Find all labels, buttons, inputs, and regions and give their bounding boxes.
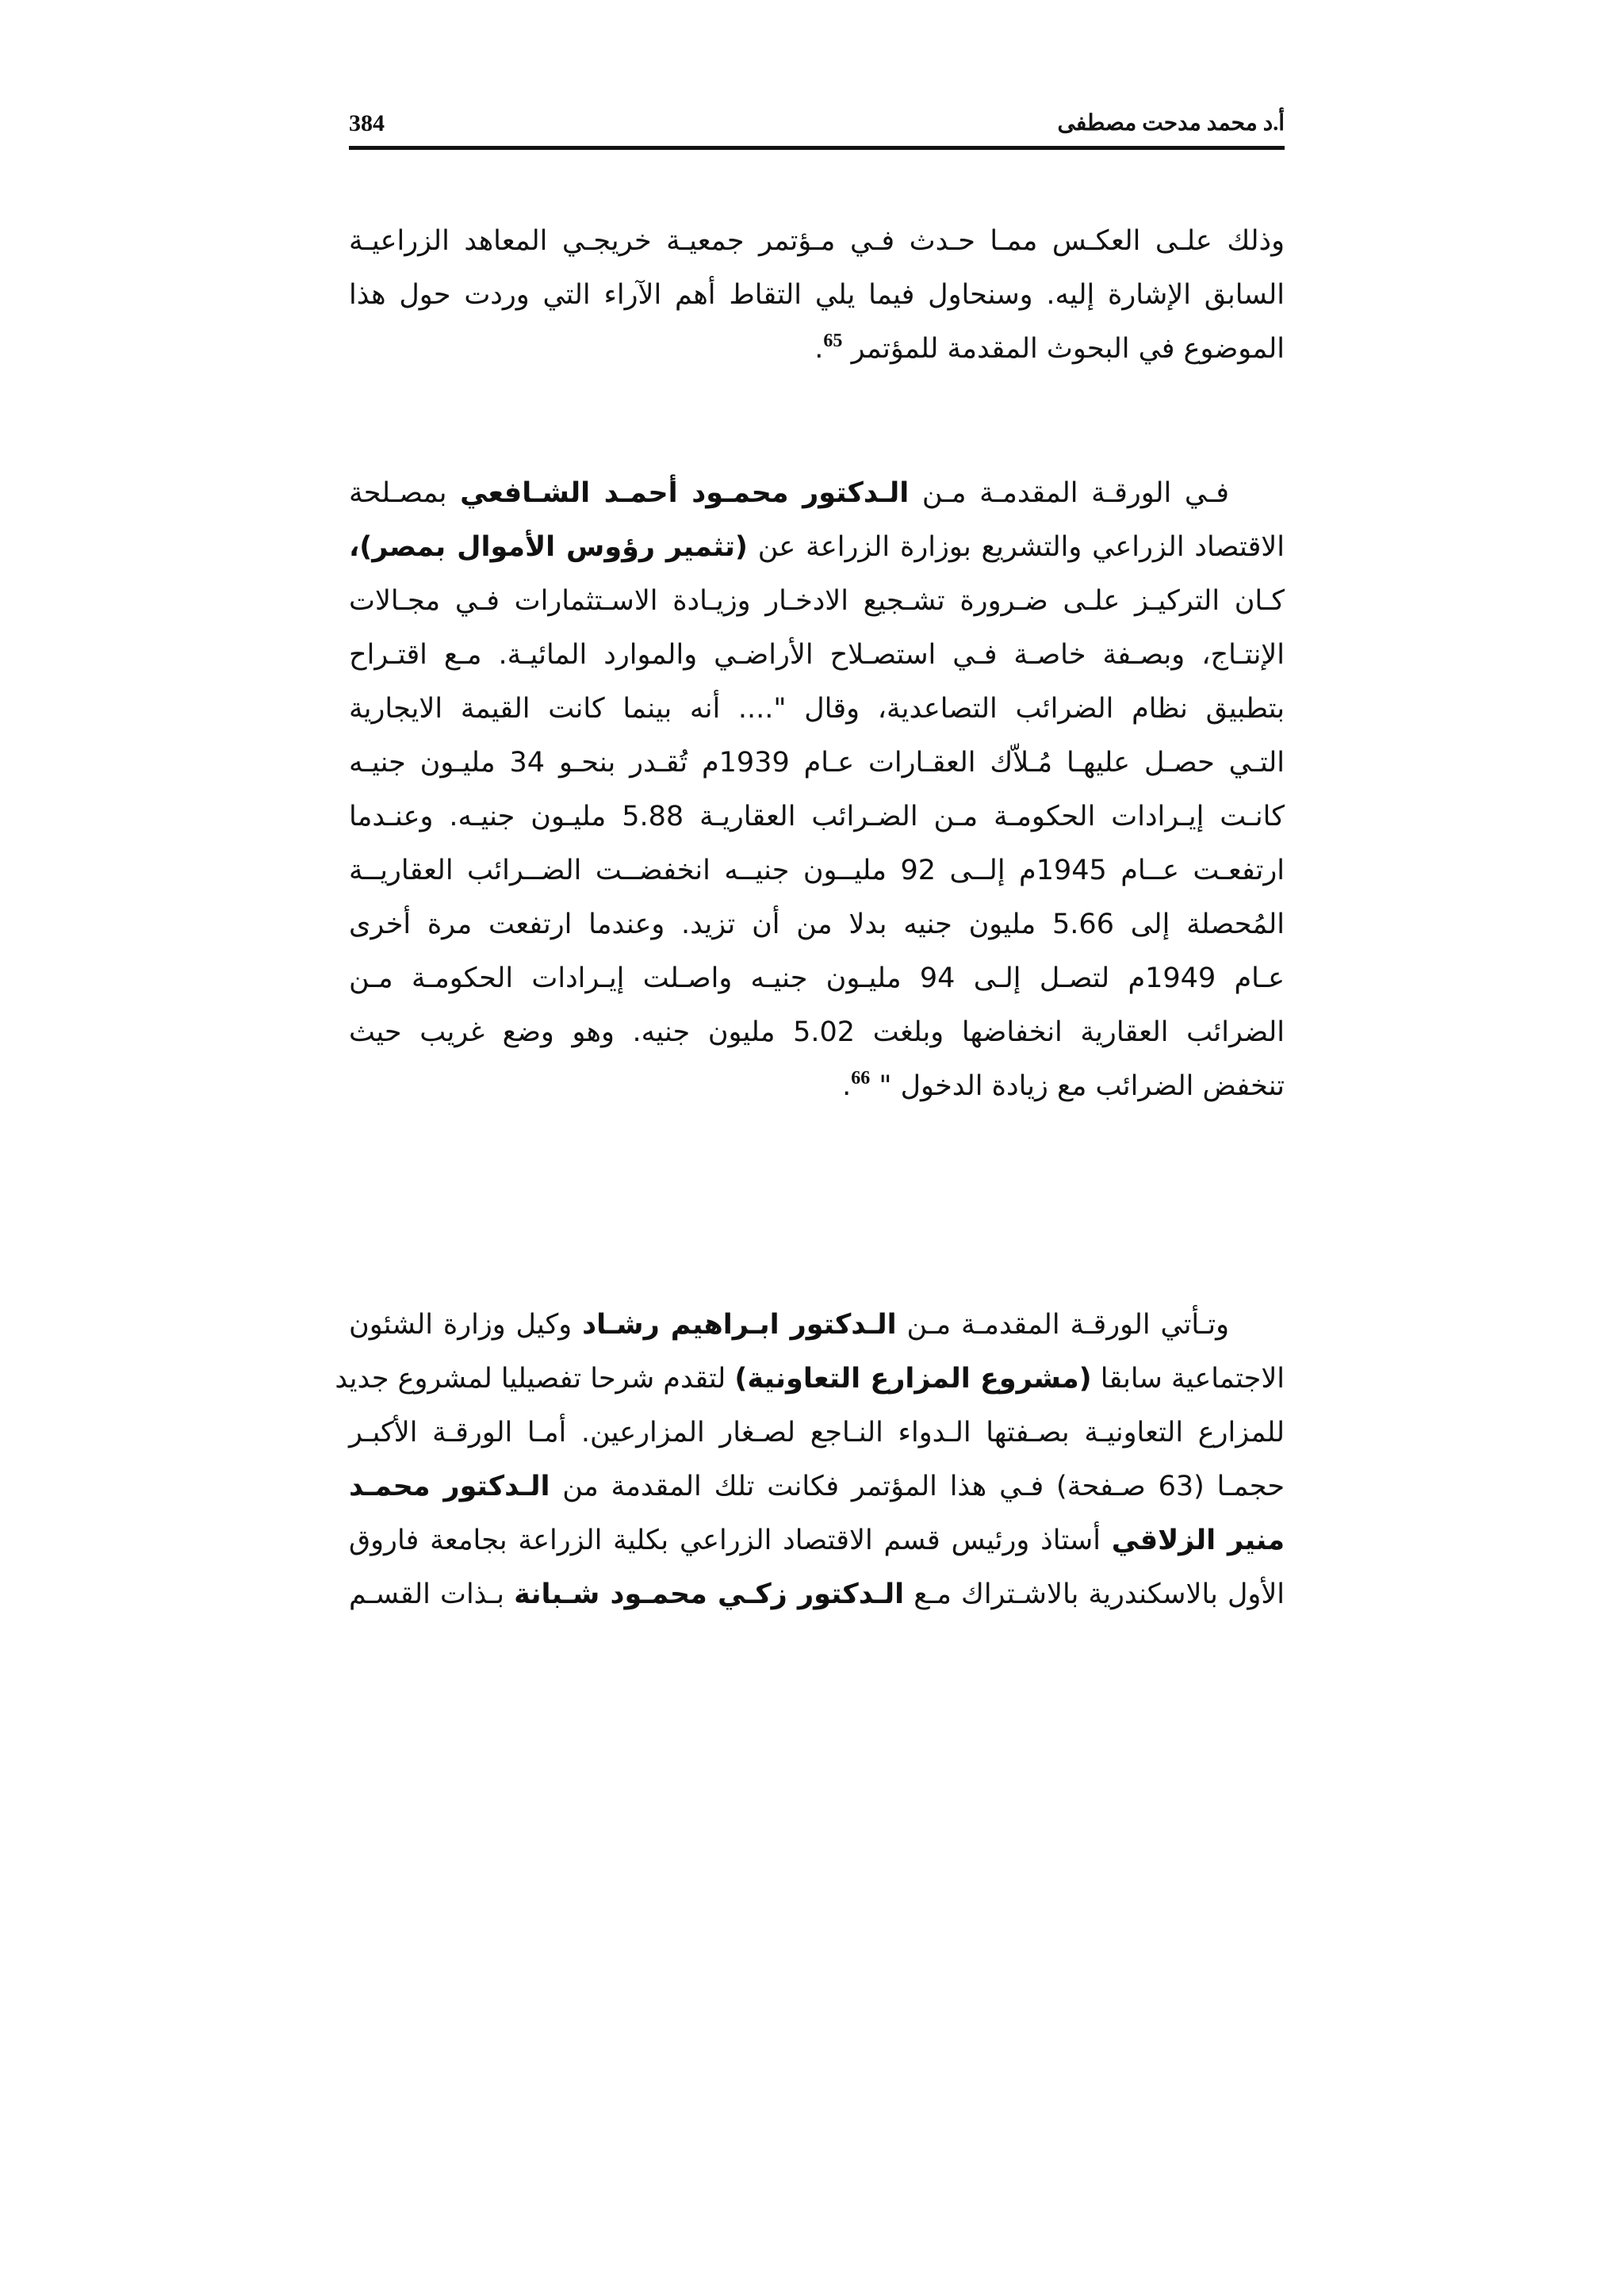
author-name-bold: الـدكتور ابـراهيم رشـاد xyxy=(582,1309,897,1341)
text-fragment: الموضوع في البحوث المقدمة للمؤتمر xyxy=(851,333,1285,365)
text-fragment: بـذات القسـم xyxy=(349,1578,515,1610)
text-line xyxy=(349,1513,1285,1567)
text-line: كانـت إيـرادات الحكومـة مـن الضـرائب العقاريـة 5.88 مليـون جنيـه. وعنـدما xyxy=(349,801,1285,832)
text-line: وذلك علـى العكـس ممـا حـدث فـي مـؤتمر جمعيـة خريجـي المعاهد الزراعيـة xyxy=(349,225,1285,257)
text-line xyxy=(349,520,1285,574)
text-line xyxy=(349,1298,1285,1352)
text-line: المُحصلة إلى 5.66 مليون جنيه بدلا من أن تزيد. وعندما ارتفعت مرة أخرى xyxy=(349,909,1285,940)
text-line: عـام 1949م لتصـل إلـى 94 مليـون جنيـه واصـلت إيـرادات الحكومـة مـن xyxy=(349,962,1285,994)
page-number: 384 xyxy=(349,110,385,136)
paragraph-3 xyxy=(335,1298,1285,1621)
footnote-ref-65: 65 xyxy=(823,331,843,351)
text-line: التـي حصـل عليهـا مُـلاّك العقـارات عـام 1939م تُقـدر بنحـو 34 مليـون جنيـه xyxy=(349,747,1285,779)
text-fragment: الاقتصاد الزراعي والتشريع بوزارة الزراعة عن xyxy=(747,531,1285,563)
text-fragment: وتـأتي الورقـة المقدمـة مـن xyxy=(896,1309,1229,1341)
text-line xyxy=(335,1352,1285,1406)
text-fragment: الأول بالاسكندرية بالاشـتراك مـع xyxy=(904,1578,1285,1610)
text-fragment: لتقدم شرحا تفصيليا لمشروع جديد xyxy=(335,1363,735,1395)
text-fragment: وكيل وزارة الشئون xyxy=(349,1309,583,1341)
text-line: الإنتـاج، وبصـفة خاصـة فـي استصـلاح الأراضـي والموارد المائيـة. مـع اقتـراح xyxy=(349,639,1285,671)
author-name-bold: منير الزلاقي xyxy=(1111,1525,1285,1556)
text-fragment: الاجتماعية سابقا xyxy=(1091,1363,1285,1395)
text-line: السابق الإشارة إليه. وسنحاول فيما يلي التقاط أهم الآراء التي وردت حول هذا xyxy=(349,279,1285,311)
text-line: ارتفعـت عــام 1945م إلــى 92 مليــون جنيــه انخفضــت الضــرائب العقاريــة xyxy=(349,855,1285,886)
text-fragment: بمصـلحة xyxy=(349,477,461,509)
text-fragment: تنخفض الضرائب مع زيادة الدخول " xyxy=(879,1070,1285,1102)
text-line: للمزارع التعاونيـة بصـفتها الـدواء النـاجع لصـغار المزارعين. أمـا الورقـة الأكبـر xyxy=(349,1417,1285,1448)
paper-title-bold: (مشروع المزارع التعاونية) xyxy=(734,1363,1092,1395)
paper-title-bold: (تثمير رؤوس الأموال بمصر)، xyxy=(349,531,748,563)
running-header xyxy=(349,101,1285,150)
author-name-bold: الـدكتور محمـود أحمـد الشـافعي xyxy=(460,477,910,509)
text-fragment: حجمـا (63 صـفحة) فـي هذا المؤتمر فكانت تلك المقدمة من xyxy=(550,1471,1285,1502)
text-line xyxy=(349,1460,1285,1513)
text-fragment: أستاذ ورئيس قسم الاقتصاد الزراعي بكلية الزراعة بجامعة فاروق xyxy=(349,1525,1112,1556)
text-line: الضرائب العقارية انخفاضها وبلغت 5.02 مليون جنيه. وهو وضع غريب حيث xyxy=(349,1016,1285,1048)
author-name: أ.د محمد مدحت مصطفى xyxy=(1057,111,1285,136)
text-line: بتطبيق نظام الضرائب التصاعدية، وقال ".... أنه بينما كانت القيمة الايجارية xyxy=(349,693,1285,725)
text-line: تنخفض الضرائب مع زيادة الدخول " $^{66}$. xyxy=(842,1068,1285,1102)
paragraph-1 xyxy=(349,214,1285,376)
text-line: الموضوع في البحوث المقدمة للمؤتمر $^{65}$. xyxy=(814,331,1285,365)
paragraph-2 xyxy=(349,466,1285,1113)
author-name-bold: الـدكتور محمـد xyxy=(349,1471,550,1502)
author-name-bold: الـدكتور زكـي محمـود شـبانة xyxy=(514,1578,905,1610)
text-fragment: فـي الورقـة المقدمـة مـن xyxy=(909,477,1230,509)
text-line xyxy=(349,466,1285,520)
text-line: كـان التركيـز علـى ضـرورة تشـجيع الادخـار وزيـادة الاسـتثمارات فـي مجـالات xyxy=(349,585,1285,617)
text-line xyxy=(349,1567,1285,1621)
footnote-ref-66: 66 xyxy=(851,1068,871,1089)
